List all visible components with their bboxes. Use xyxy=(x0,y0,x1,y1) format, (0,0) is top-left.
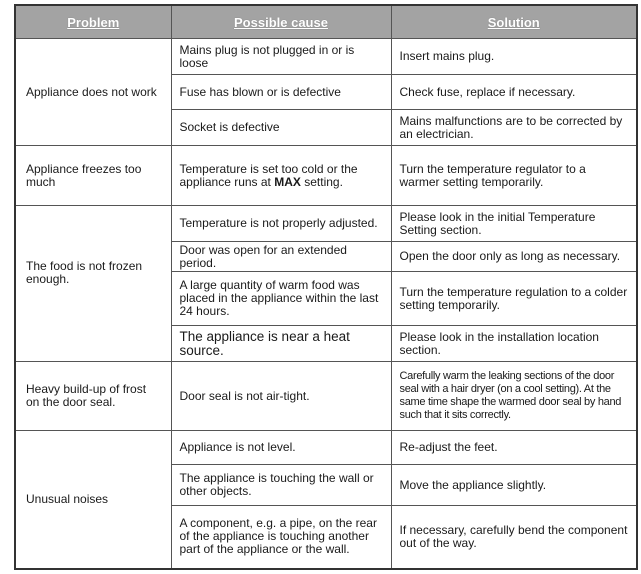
cause-text: setting. xyxy=(300,174,343,189)
table-row xyxy=(15,39,637,75)
cause-cell: The appliance is near a heat source. xyxy=(171,326,391,362)
solution-cell: Carefully warm the leaking sections of the door seal with a hair dryer (on a cool setting). At the same time shape the warmed door seal by hand such that it sits correctly. xyxy=(391,362,637,431)
solution-cell: Mains malfunctions are to be corrected by an electrician. xyxy=(391,110,637,146)
header-cause: Possible cause xyxy=(171,5,391,39)
solution-cell: Open the door only as long as necessary. xyxy=(391,242,637,272)
max-setting-label: MAX xyxy=(274,174,301,189)
solution-cell: Please look in the initial Temperature Setting section. xyxy=(391,206,637,242)
solution-cell: Re-adjust the feet. xyxy=(391,431,637,465)
table-row xyxy=(15,362,637,431)
cause-cell: Door seal is not air-tight. xyxy=(171,362,391,431)
problem-cell: Unusual noises xyxy=(15,431,171,569)
solution-cell: Move the appliance slightly. xyxy=(391,465,637,506)
troubleshooting-table xyxy=(14,4,638,570)
solution-cell: Turn the temperature regulation to a colder setting temporarily. xyxy=(391,272,637,326)
cause-cell: Appliance is not level. xyxy=(171,431,391,465)
cause-cell: Fuse has blown or is defective xyxy=(171,75,391,110)
cause-cell: A component, e.g. a pipe, on the rear of the appliance is touching another part of the appliance or the wall. xyxy=(171,506,391,569)
header-solution: Solution xyxy=(391,5,637,39)
solution-cell: Insert mains plug. xyxy=(391,39,637,75)
solution-cell: Please look in the installation location section. xyxy=(391,326,637,362)
solution-cell: Check fuse, replace if necessary. xyxy=(391,75,637,110)
table-row xyxy=(15,146,637,206)
cause-cell: Mains plug is not plugged in or is loose xyxy=(171,39,391,75)
table-row xyxy=(15,206,637,242)
header-problem: Problem xyxy=(15,5,171,39)
cause-cell: The appliance is touching the wall or other objects. xyxy=(171,465,391,506)
solution-cell: If necessary, carefully bend the component out of the way. xyxy=(391,506,637,569)
problem-cell: Appliance freezes too much xyxy=(15,146,171,206)
cause-cell: Door was open for an extended period. xyxy=(171,242,391,272)
problem-cell: The food is not frozen enough. xyxy=(15,206,171,362)
cause-cell: A large quantity of warm food was placed in the appliance within the last 24 hours. xyxy=(171,272,391,326)
cause-cell xyxy=(171,146,391,206)
problem-cell: Heavy build-up of frost on the door seal. xyxy=(15,362,171,431)
cause-cell: Socket is defective xyxy=(171,110,391,146)
header-row xyxy=(15,5,637,39)
problem-cell: Appliance does not work xyxy=(15,39,171,146)
solution-cell: Turn the temperature regulator to a warmer setting temporarily. xyxy=(391,146,637,206)
table-row xyxy=(15,431,637,465)
cause-cell: Temperature is not properly adjusted. xyxy=(171,206,391,242)
cause-text: Temperature is set too cold or the appliance runs at xyxy=(179,161,358,189)
